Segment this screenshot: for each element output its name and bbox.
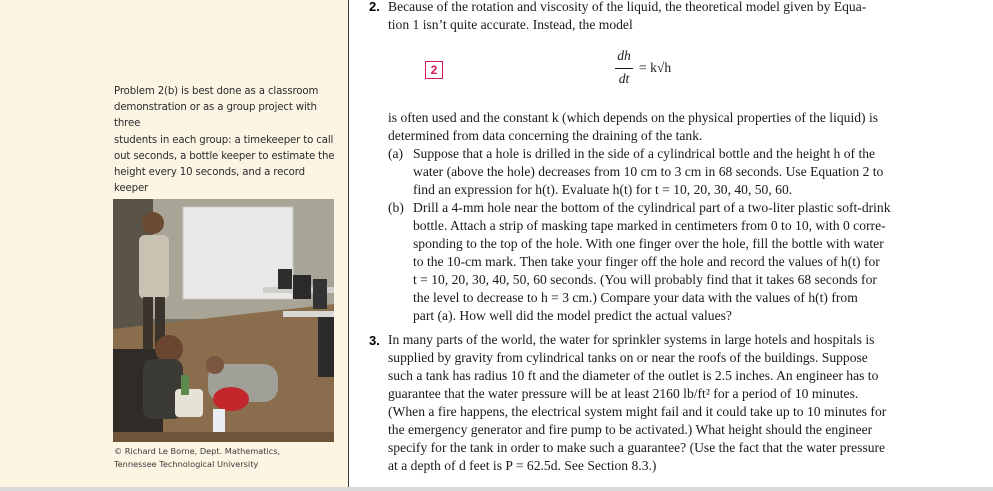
equation-denominator: dt: [618, 71, 630, 86]
equation-right-hand-side: = k√h: [639, 60, 672, 75]
equation-numerator: dh: [617, 48, 631, 63]
part-b-line: bottle. Attach a strip of masking tape marked in centimeters from 0 to 10, with 0 corre-: [413, 218, 886, 233]
margin-note-line: Problem 2(b) is best done as a classroom: [114, 86, 319, 97]
page-bottom-edge: [0, 487, 993, 491]
problem-3-line: (When a fire happens, the electrical system might fail and it could take up to 10 minutes for: [388, 404, 887, 419]
photo-illustration: [113, 199, 334, 442]
problem-3-line: such a tank has radius 10 ft and the diameter of the outlet is 2.5 inches. An engineer has to: [388, 368, 879, 383]
equation-fraction-bar: [615, 68, 633, 69]
margin-note-line: out seconds, a bottle keeper to estimate the: [114, 150, 335, 162]
part-a-line: find an expression for h(t). Evaluate h(t) for t = 10, 20, 30, 40, 50, 60.: [413, 182, 793, 197]
problem-3-line: the emergency generator and fire pump to be activated.) What height should the engineer: [388, 422, 873, 437]
problem-2-intro-line: Because of the rotation and viscosity of the liquid, the theoretical model given by Equa-: [388, 0, 867, 14]
problem-3-line: supplied by gravity from cylindrical tanks on or near the roofs of the buildings. Suppose: [388, 350, 868, 365]
part-b-label: (b): [388, 200, 404, 215]
margin-sidebar: [0, 0, 348, 487]
part-b-line: part (a). How well did the model predict the actual values?: [413, 308, 732, 323]
part-b-line: Drill a 4-mm hole near the bottom of the cylindrical part of a two-liter plastic soft-drink: [413, 200, 891, 215]
margin-note: [114, 84, 340, 214]
problem-2-body-line: determined from data concerning the draining of the tank.: [388, 128, 703, 143]
problem-3-line: In many parts of the world, the water for sprinkler systems in large hotels and hospitals is: [388, 332, 875, 347]
photo-credit-line: Tennessee Technological University: [114, 458, 259, 469]
problem-3-number: 3.: [369, 333, 380, 348]
part-b-line: to the 10-cm mark. Then take your finger off the hole and record the values of h(t) for: [413, 254, 880, 269]
margin-note-line: students in each group: a timekeeper to call: [114, 134, 334, 146]
part-b-line: the level to decrease to h = 3 cm.) Compare your data with the values of h(t) from: [413, 290, 858, 305]
photo-credit-line: © Richard Le Borne, Dept. Mathematics,: [114, 446, 281, 456]
photo-credit: [114, 445, 344, 470]
part-b-line: sponding to the top of the hole. With one finger over the hole, fill the bottle with water: [413, 236, 884, 251]
classroom-demonstration-photo: [113, 199, 334, 442]
problem-2-number: 2.: [369, 0, 380, 14]
problem-3-line: guarantee that the water pressure will be at least 2160 lb/ft² for a period of 10 minutes.: [388, 386, 859, 401]
part-a-label: (a): [388, 146, 404, 161]
part-a-line: water (above the hole) decreases from 10 cm to 3 cm in 68 seconds. Use Equation 2 to: [413, 164, 884, 179]
problem-2-intro-line: tion 1 isn’t quite accurate. Instead, the model: [388, 17, 633, 32]
equation-number-badge: 2: [425, 61, 443, 79]
part-b-line: t = 10, 20, 30, 40, 50, 60 seconds. (You will probably find that it takes 68 seconds for: [413, 272, 877, 287]
problem-2-body-line: is often used and the constant k (which depends on the physical properties of the liquid) is: [388, 110, 879, 125]
margin-note-line: demonstration or as a group project with three: [114, 102, 317, 130]
problem-3-line: specify for the tank in order to make such a guarantee? (Use the fact that the water pressure: [388, 440, 886, 455]
problem-3-line: at a depth of d feet is P = 62.5d. See Section 8.3.): [388, 458, 657, 473]
part-a-line: Suppose that a hole is drilled in the side of a cylindrical bottle and the height h of the: [413, 146, 876, 161]
margin-note-line: height every 10 seconds, and a record keeper: [114, 167, 305, 195]
